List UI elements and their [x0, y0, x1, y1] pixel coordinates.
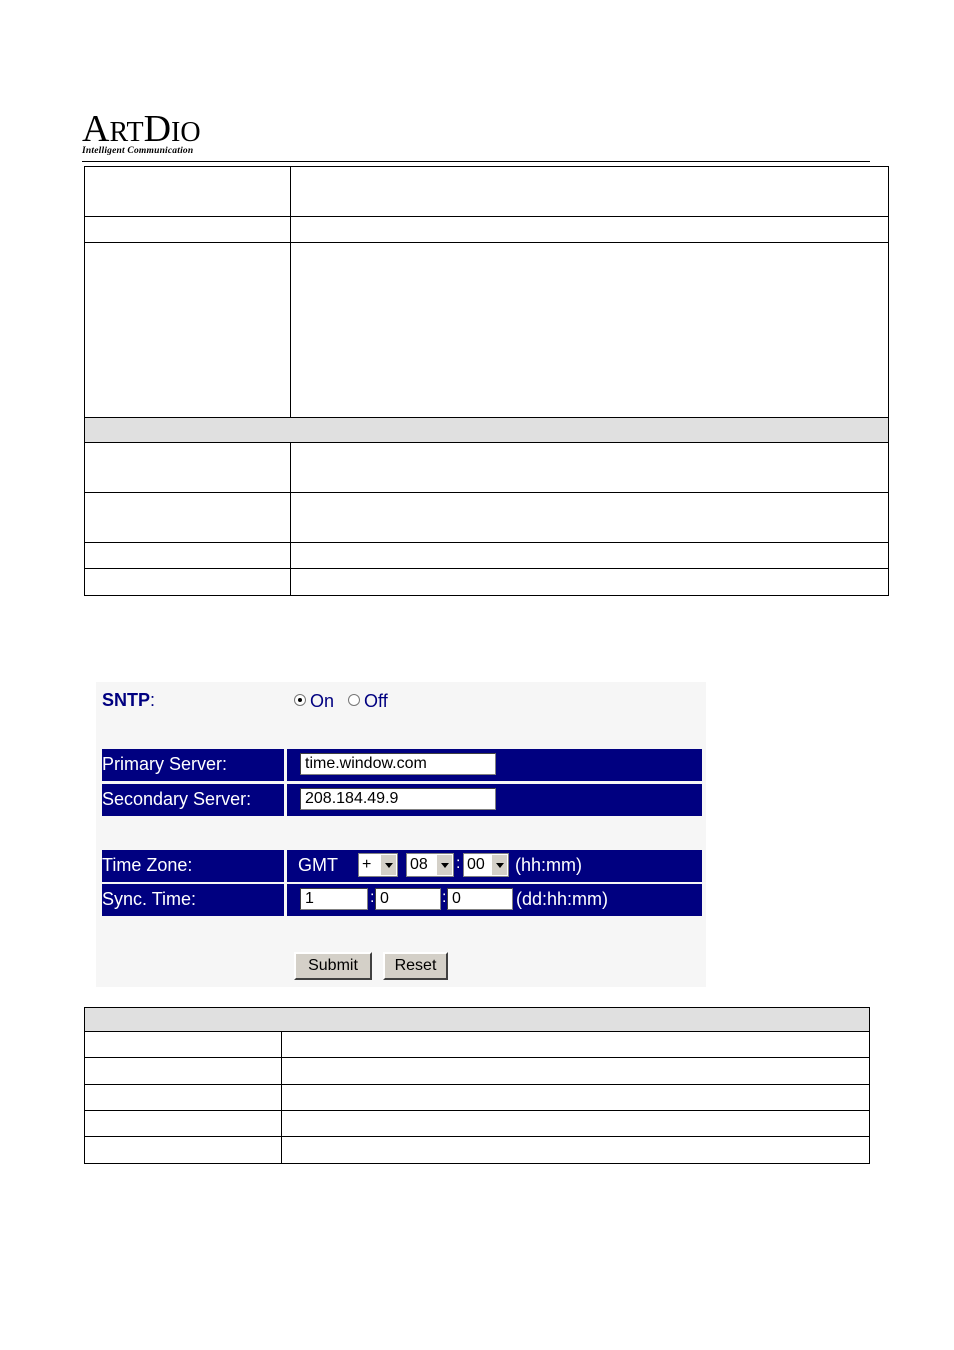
- sntp-label: SNTP:: [102, 690, 156, 710]
- artdio-logo: [82, 110, 222, 160]
- reset-button[interactable]: Reset: [383, 952, 448, 980]
- sync-time-label: Sync. Time:: [102, 889, 197, 909]
- table-row: [85, 569, 888, 595]
- sync-separator: :: [370, 889, 375, 906]
- table-row: [85, 1111, 869, 1137]
- table-row: [85, 443, 888, 493]
- table-section-row: [85, 418, 888, 443]
- secondary-server-row: [102, 784, 702, 816]
- table-row: [85, 1032, 869, 1058]
- sync-days-input[interactable]: [300, 888, 368, 910]
- time-zone-row: [102, 850, 702, 882]
- sntp-on-radio[interactable]: On: [294, 691, 334, 711]
- table-row: [85, 1058, 869, 1085]
- secondary-server-input[interactable]: [300, 788, 496, 810]
- chevron-down-icon[interactable]: [491, 855, 507, 875]
- primary-server-label: Primary Server:: [102, 754, 228, 774]
- submit-button[interactable]: Submit: [294, 952, 372, 980]
- table-row: [85, 1085, 869, 1111]
- time-zone-label: Time Zone:: [102, 855, 193, 875]
- chevron-down-icon[interactable]: [436, 855, 452, 875]
- logo-tagline: Intelligent Communication: [82, 146, 194, 156]
- bottom-table: [84, 1007, 870, 1164]
- radio-checked-icon[interactable]: [294, 694, 306, 706]
- radio-unchecked-icon[interactable]: [348, 694, 360, 706]
- primary-server-row: [102, 749, 702, 781]
- sntp-settings-panel: [96, 682, 706, 987]
- sync-time-row: [102, 884, 702, 916]
- tz-separator: :: [456, 855, 461, 872]
- tz-sign-select[interactable]: +: [358, 853, 398, 877]
- top-table: [84, 166, 889, 596]
- sync-hours-input[interactable]: [375, 888, 441, 910]
- table-row: [85, 493, 888, 543]
- table-row: [85, 167, 888, 217]
- secondary-server-label: Secondary Server:: [102, 789, 252, 809]
- logo-wordmark: ARTDIO: [82, 108, 201, 150]
- header-rule: [82, 161, 870, 162]
- gmt-label: GMT: [298, 855, 338, 875]
- tz-format-hint: (hh:mm): [515, 855, 582, 875]
- tz-hours-select[interactable]: 08: [406, 853, 454, 877]
- sntp-radio-group: [294, 691, 388, 712]
- sync-separator: :: [442, 889, 447, 906]
- primary-server-input[interactable]: [300, 753, 496, 775]
- table-row: [85, 217, 888, 243]
- table-row: [85, 243, 888, 418]
- sync-format-hint: (dd:hh:mm): [516, 889, 609, 909]
- table-row: [85, 1137, 869, 1163]
- sntp-off-radio[interactable]: Off: [348, 691, 388, 711]
- table-row: [85, 543, 888, 569]
- sync-minutes-input[interactable]: [447, 888, 513, 910]
- chevron-down-icon[interactable]: [380, 855, 396, 875]
- table-section-row: [85, 1008, 869, 1032]
- tz-minutes-select[interactable]: 00: [463, 853, 509, 877]
